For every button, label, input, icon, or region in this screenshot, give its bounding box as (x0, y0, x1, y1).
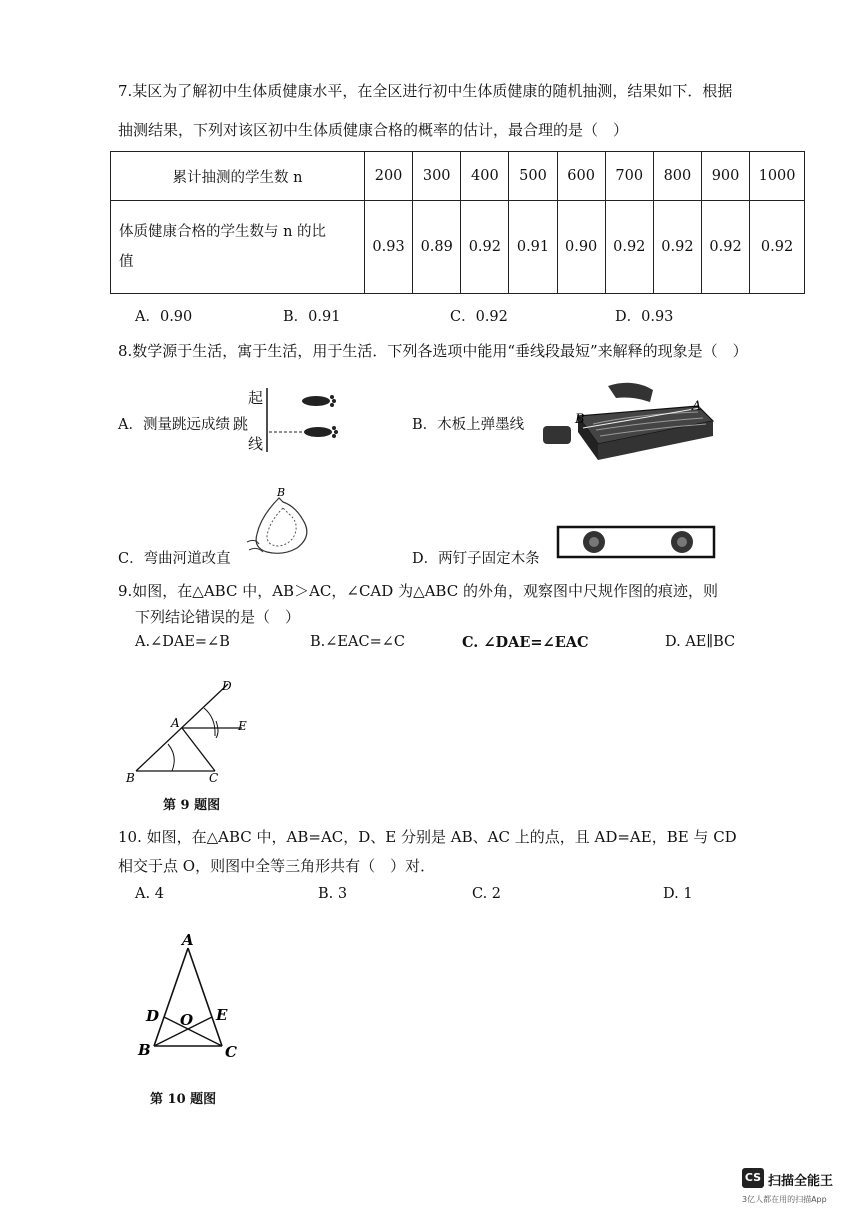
table-cell-n: 400 (461, 152, 509, 201)
q8-option-d: D．两钉子固定木条 (412, 551, 540, 567)
table-cell-n: 500 (509, 152, 557, 201)
q10-label-e: E (216, 1006, 228, 1024)
table-cell-n: 1000 (750, 152, 805, 201)
table-cell-ratio: 0.92 (653, 201, 701, 294)
q9-label-e: E (238, 719, 247, 733)
q9-label-d: D (222, 679, 232, 693)
q7-option-d: D．0.93 (615, 309, 674, 325)
watermark-tagline: 3亿人都在用的扫描App (742, 1195, 827, 1204)
q10-label-a: A (182, 931, 194, 949)
q8-a-label-xian: 线 (248, 435, 264, 453)
q9-label-c: C (209, 771, 219, 785)
q7-stem-line1: 7.某区为了解初中生体质健康水平，在全区进行初中生体质健康的随机抽测，结果如下．根据 (118, 82, 733, 100)
table-cell-n: 300 (413, 152, 461, 201)
table-cell-n: 800 (653, 152, 701, 201)
table-cell-ratio: 0.93 (365, 201, 413, 294)
table-cell-ratio: 0.92 (701, 201, 749, 294)
q10-label-b: B (138, 1041, 151, 1059)
q8-c-label-b: B (277, 486, 286, 499)
q7-option-c: C．0.92 (450, 309, 508, 325)
table-row-n (111, 152, 805, 201)
table-cell-ratio: 0.92 (750, 201, 805, 294)
q7-option-b: B．0.91 (283, 309, 341, 325)
q10-label-o: O (180, 1011, 194, 1029)
table-header-n: 累计抽测的学生数 n (111, 152, 365, 201)
q8-a-label-tiao: 跳 (233, 415, 249, 433)
table-cell-ratio: 0.92 (605, 201, 653, 294)
q10-stem-line2: 相交于点 O，则图中全等三角形共有（ ）对． (118, 857, 436, 875)
q10-label-c: C (225, 1043, 237, 1061)
watermark-name: 扫描全能王 (768, 1174, 834, 1189)
q10-option-c: C. 2 (472, 886, 502, 902)
camscanner-logo-icon: CS (742, 1168, 764, 1188)
q9-caption: 第 9 题图 (163, 798, 221, 813)
footprint-icon (302, 395, 336, 407)
q9-label-b: B (126, 771, 135, 785)
q8-a-long-jump-figure (260, 386, 350, 456)
q8-option-c: C．弯曲河道改直 (118, 551, 231, 567)
table-header-ratio (111, 201, 365, 294)
q9-option-a: A.∠DAE=∠B (135, 634, 230, 650)
q9-stem-line2: 下列结论错误的是（ ） (135, 608, 301, 626)
q9-stem-line1: 9.如图，在△ABC 中，AB＞AC，∠CAD 为△ABC 的外角，观察图中尺规作图的痕迹，则 (118, 582, 718, 600)
q8-option-a: A．测量跳远成绩 (118, 417, 230, 433)
table-cell-ratio: 0.89 (413, 201, 461, 294)
table-row-ratio (111, 201, 805, 294)
table-cell-n: 900 (701, 152, 749, 201)
table-cell-ratio: 0.90 (557, 201, 605, 294)
q8-b-ink-line-figure (538, 376, 718, 466)
q10-stem-line1: 10. 如图，在△ABC 中，AB=AC，D、E 分别是 AB、AC 上的点，且 AD=AE，BE 与 CD (118, 828, 737, 846)
q10-option-b: B. 3 (318, 886, 348, 902)
q9-label-a: A (171, 716, 180, 730)
q8-a-label-qi: 起 (248, 389, 264, 407)
footprint-icon (304, 426, 338, 438)
q8-option-b: B．木板上弹墨线 (412, 417, 525, 433)
table-header-ratio-line1: 体质健康合格的学生数与 n 的比 (119, 224, 327, 240)
q7-stem-line2: 抽测结果，下列对该区初中生体质健康合格的概率的估计，最合理的是（ ） (118, 121, 629, 139)
q9-option-d: D. AE∥BC (665, 634, 736, 650)
q10-caption: 第 10 题图 (150, 1092, 217, 1107)
q8-b-label-a: A (692, 399, 702, 414)
q10-option-d: D. 1 (663, 886, 693, 902)
q8-stem: 8.数学源于生活，寓于生活，用于生活．下列各选项中能用“垂线段最短”来解释的现象是（ ） (118, 342, 748, 360)
q10-label-d: D (146, 1007, 160, 1025)
q7-data-table (110, 151, 805, 294)
q8-c-river-figure (243, 486, 323, 566)
table-cell-ratio: 0.92 (461, 201, 509, 294)
q9-figure (120, 674, 260, 786)
q9-option-b: B.∠EAC=∠C (310, 634, 405, 650)
q7-option-a: A．0.90 (135, 309, 193, 325)
table-cell-n: 600 (557, 152, 605, 201)
table-header-ratio-line2: 值 (119, 254, 134, 270)
q10-figure (130, 928, 260, 1064)
table-cell-n: 700 (605, 152, 653, 201)
q9-option-c: C. ∠DAE=∠EAC (462, 634, 589, 651)
q8-b-label-b: B (575, 412, 585, 427)
q8-d-wood-strip-figure (554, 522, 719, 562)
table-cell-n: 200 (365, 152, 413, 201)
q10-option-a: A. 4 (135, 886, 164, 902)
table-cell-ratio: 0.91 (509, 201, 557, 294)
